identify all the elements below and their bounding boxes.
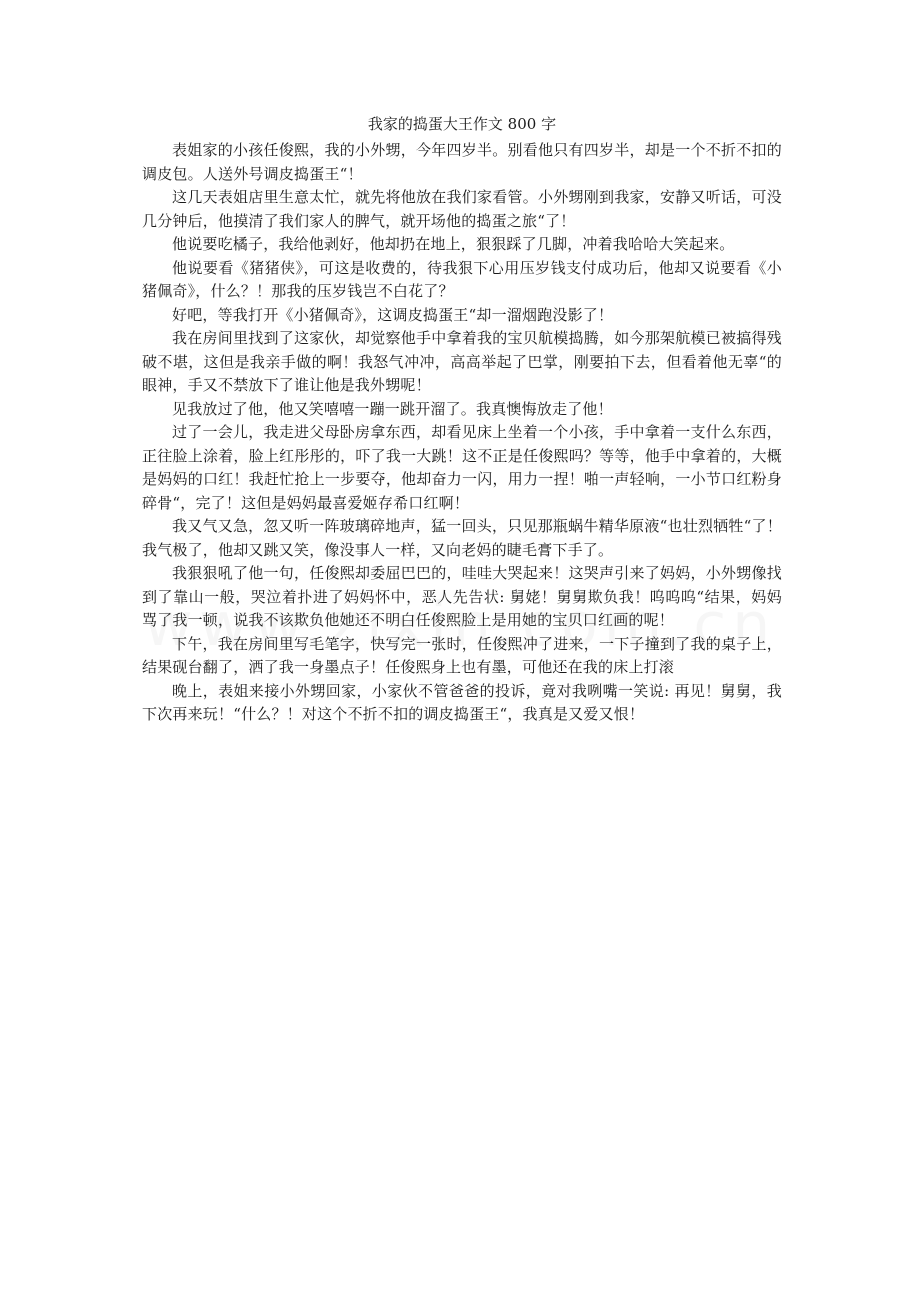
paragraph: 这几天表姐店里生意太忙，就先将他放在我们家看管。小外甥刚到我家，安静又听话，可没几分钟后，他摸清了我们家人的脾气，就开场他的捣蛋之旅“了！ [142,188,782,230]
paragraph: 我在房间里找到了这家伙，却觉察他手中拿着我的宝贝航模捣腾，如今那架航模已被搞得残破不堪，这但是我亲手做的啊！我怒气冲冲，高高举起了巴掌，刚要拍下去，但看着他无辜“的眼神，手又不禁放下了谁让他是我外甥呢！ [142,329,782,394]
paragraph: 见我放过了他，他又笑嘻嘻一蹦一跳开溜了。我真懊悔放走了他！ [172,399,613,418]
document-page [142,113,782,727]
paragraph: 表姐家的小孩任俊熙，我的小外甥，今年四岁半。别看他只有四岁半，却是一个不折不扣的调皮包。人送外号调皮捣蛋王“！ [142,141,782,183]
document-title: 我家的捣蛋大王作文 800 字 [367,115,557,133]
paragraph: 他说要看《猪猪侠》，可这是收费的，待我狠下心用压岁钱支付成功后，他却又说要看《小猪佩奇》，什么？！那我的压岁钱岂不白花了？ [142,258,782,300]
paragraph: 他说要吃橘子，我给他剥好，他却扔在地上，狠狠踩了几脚，冲着我哈哈大笑起来。 [172,235,735,253]
paragraph: 我狠狠吼了他一句，任俊熙却委屈巴巴的，哇哇大哭起来！这哭声引来了妈妈，小外甥像找到了靠山一般，哭泣着扑进了妈妈怀中，恶人先告状: 舅姥！舅舅欺负我！呜呜呜“结果，妈妈骂了我一顿，说我不该欺负他她还不明白任俊熙脸上是用她的宝贝口红画的呢！ [142,564,782,629]
paragraph: 我又气又急，忽又听一阵玻璃碎地声，猛一回头，只见那瓶蜗牛精华原液“也壮烈牺牲“了！我气极了，他却又跳又笑，像没事人一样，又向老妈的睫毛膏下手了。 [142,517,782,559]
paragraph: 好吧，等我打开《小猪佩奇》，这调皮捣蛋王“却一溜烟跑没影了！ [172,305,614,324]
paragraph: 晚上，表姐来接小外甥回家，小家伙不管爸爸的投诉，竟对我咧嘴一笑说: 再见！舅舅，我下次再来玩！“什么？！对这个不折不扣的调皮捣蛋王“，我真是又爱又恨！ [142,681,782,723]
paragraph: 下午，我在房间里写毛笔字，快写完一张时，任俊熙冲了进来，一下子撞到了我的桌子上，结果砚台翻了，洒了我一身墨点子！任俊熙身上也有墨，可他还在我的床上打滚 [142,634,782,676]
paragraph: 过了一会儿，我走进父母卧房拿东西，却看见床上坐着一个小孩，手中拿着一支什么东西，正往脸上涂着，脸上红彤彤的，吓了我一大跳！这不正是任俊熙吗？等等，他手中拿着的，大概是妈妈的口红！我赶忙抢上一步要夺，他却奋力一闪，用力一捏！啪一声轻响，一小节口红粉身碎骨“，完了！这但是妈妈最喜爱姬存希口红啊！ [142,423,782,512]
